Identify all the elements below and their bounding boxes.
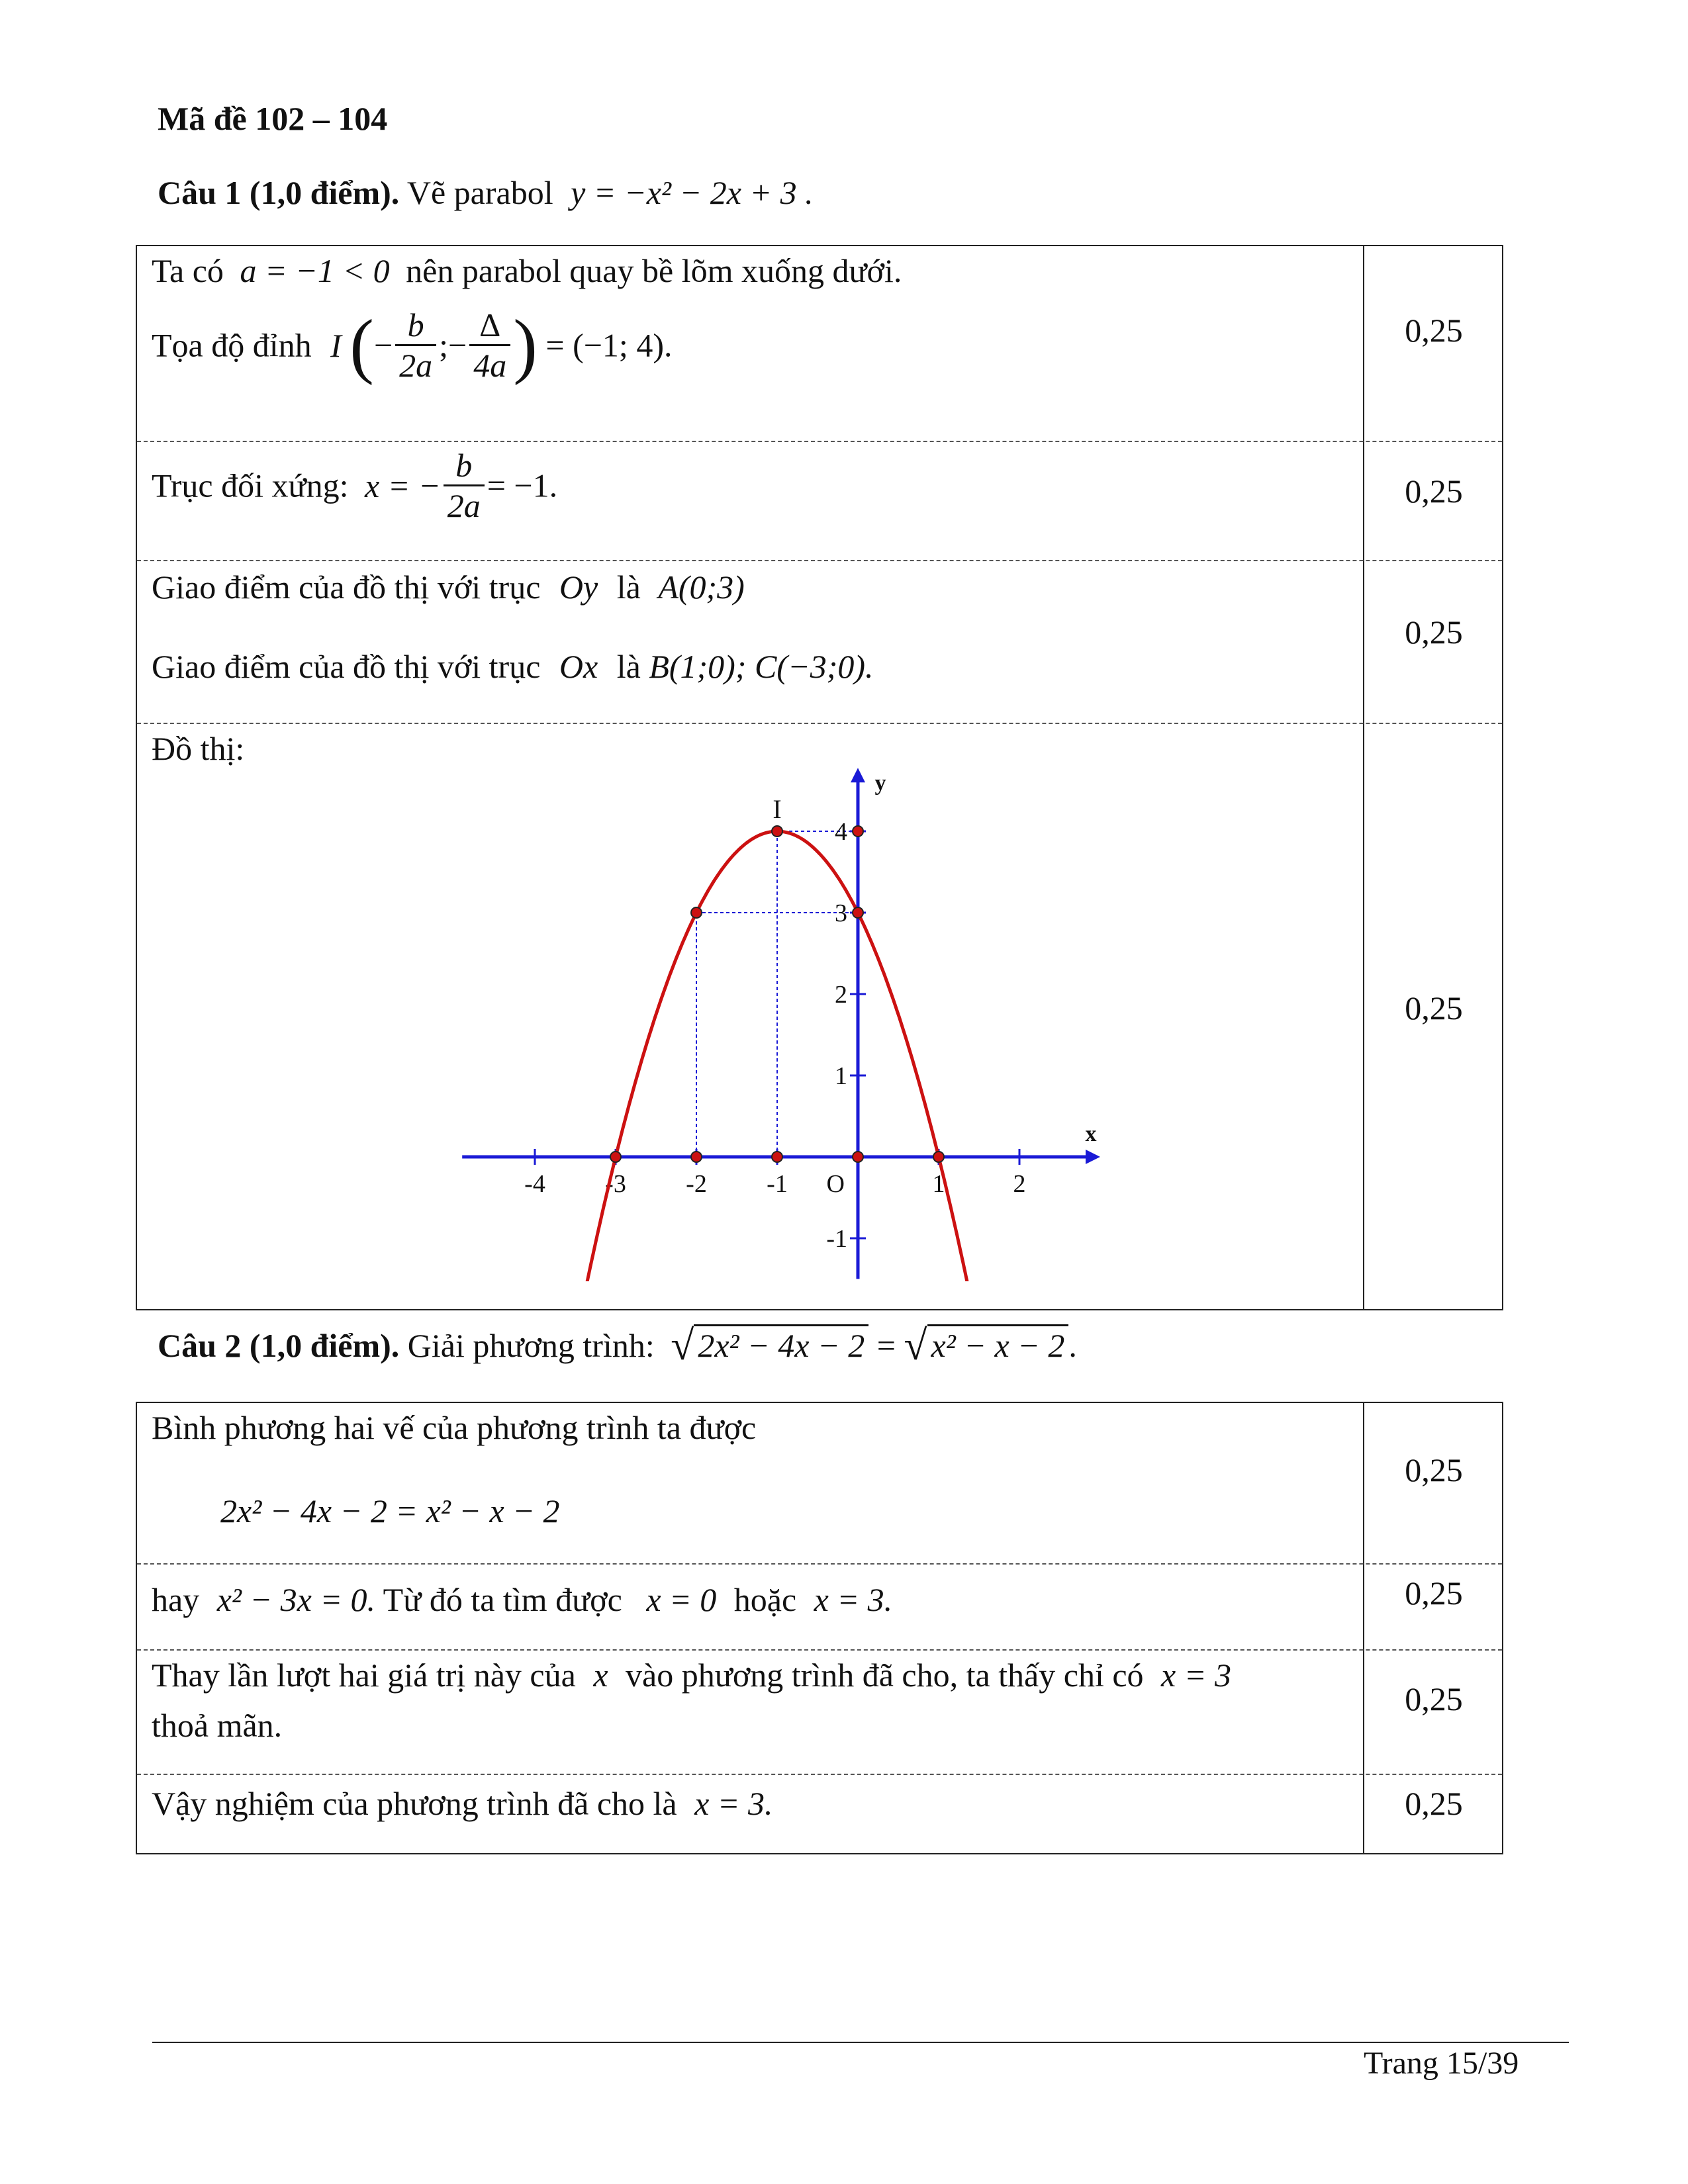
q2-row-3-line-1: Thay lần lượt hai giá trị này của x vào phương trình đã cho, ta thấy chỉ có x = 3 xyxy=(152,1657,1231,1694)
q2-row-4-text: Vậy nghiệm của phương trình đã cho là x = 3. xyxy=(152,1785,773,1822)
row-4-score: 0,25 xyxy=(1405,989,1463,1026)
page-number: Trang 15/39 xyxy=(1364,2046,1519,2081)
q2-row-3-line-2: thoả mãn. xyxy=(152,1707,283,1744)
data-point xyxy=(853,1152,863,1162)
q2-row-1-score: 0,25 xyxy=(1405,1451,1463,1488)
q2-row-2-text: hay x² − 3x = 0. Từ đó ta tìm được x = 0 hoặc x = 3. xyxy=(152,1581,893,1618)
x-tick-label: -1 xyxy=(767,1170,788,1198)
x-axis-label: x xyxy=(1085,1122,1097,1146)
table-row xyxy=(137,1403,1502,1563)
exam-code: Mã đề 102 – 104 xyxy=(158,100,388,137)
question-2-statement: Câu 2 (1,0 điểm). Giải phương trình: √ 2x² − 4x − 2 = √ x² − x − 2 . xyxy=(158,1322,1077,1369)
row-2-axis: Trục đối xứng: x = − $\frac{b}{2a}$ = −1. xyxy=(152,447,558,524)
y-tick-label: -1 xyxy=(826,1225,847,1253)
row-1-line-1: Ta có a = −1 < 0 nên parabol quay bề lõm xuống dưới. xyxy=(152,252,902,289)
q2-row-1-line-1: Bình phương hai vế của phương trình ta được xyxy=(152,1409,757,1446)
row-3-line-1: Giao điểm của đồ thị với trục Oy là A(0;3) xyxy=(152,569,745,606)
x-tick-label: -3 xyxy=(605,1170,626,1198)
table-row xyxy=(137,1563,1502,1649)
x-tick-label: -4 xyxy=(524,1170,545,1198)
y-axis-arrow-icon xyxy=(851,768,865,782)
data-point xyxy=(853,907,863,918)
q2-row-4-score: 0,25 xyxy=(1405,1785,1463,1822)
question-2-prompt: Giải phương trình: xyxy=(407,1327,655,1364)
origin-label: O xyxy=(826,1170,845,1198)
x-axis-arrow-icon xyxy=(1086,1150,1100,1164)
x-tick-label: 2 xyxy=(1013,1170,1026,1198)
y-axis-label: y xyxy=(874,771,886,796)
data-point xyxy=(853,826,863,837)
answer-table-2 xyxy=(136,1402,1503,1854)
row-1-line-2: Tọa độ đỉnh I (− $\frac{b}{2a}$ ;− $\frac{\Delta}{4a}$ ) = (−1; 4). xyxy=(152,304,673,386)
data-point xyxy=(610,1152,621,1162)
row-3-line-2: Giao điểm của đồ thị với trục Ox là B(1;0); C(−3;0). xyxy=(152,648,874,685)
table-row xyxy=(137,1649,1502,1774)
footer-rule xyxy=(152,2042,1569,2043)
equation-rhs: x² − x − 2 xyxy=(927,1324,1069,1365)
data-point xyxy=(691,1152,702,1162)
row-3-score: 0,25 xyxy=(1405,614,1463,651)
question-1-title: Câu 1 (1,0 điểm). xyxy=(158,174,400,211)
data-point xyxy=(691,907,702,918)
question-1-prompt: Vẽ parabol xyxy=(406,174,553,211)
data-point xyxy=(772,1152,782,1162)
data-point xyxy=(772,826,782,837)
data-point xyxy=(933,1152,944,1162)
question-2-title: Câu 2 (1,0 điểm). xyxy=(158,1327,400,1364)
y-tick-label: 4 xyxy=(835,818,847,846)
q2-row-1-line-2: 2x² − 4x − 2 = x² − x − 2 xyxy=(220,1492,560,1529)
y-tick-label: 3 xyxy=(835,899,847,927)
q2-row-2-score: 0,25 xyxy=(1405,1574,1463,1612)
x-tick-label: -2 xyxy=(686,1170,707,1198)
vertex-label: I xyxy=(773,794,782,824)
y-tick-label: 1 xyxy=(835,1062,847,1090)
graph-label: Đồ thị: xyxy=(152,730,245,767)
row-2-score: 0,25 xyxy=(1405,473,1463,510)
row-1-score: 0,25 xyxy=(1405,312,1463,349)
q2-row-3-score: 0,25 xyxy=(1405,1680,1463,1717)
question-1-equation: y = −x² − 2x + 3 . xyxy=(571,174,814,211)
y-tick-label: 2 xyxy=(835,981,847,1009)
x-tick-label: 1 xyxy=(932,1170,945,1198)
table-row xyxy=(137,1774,1502,1853)
equation-lhs: 2x² − 4x − 2 xyxy=(694,1324,868,1365)
